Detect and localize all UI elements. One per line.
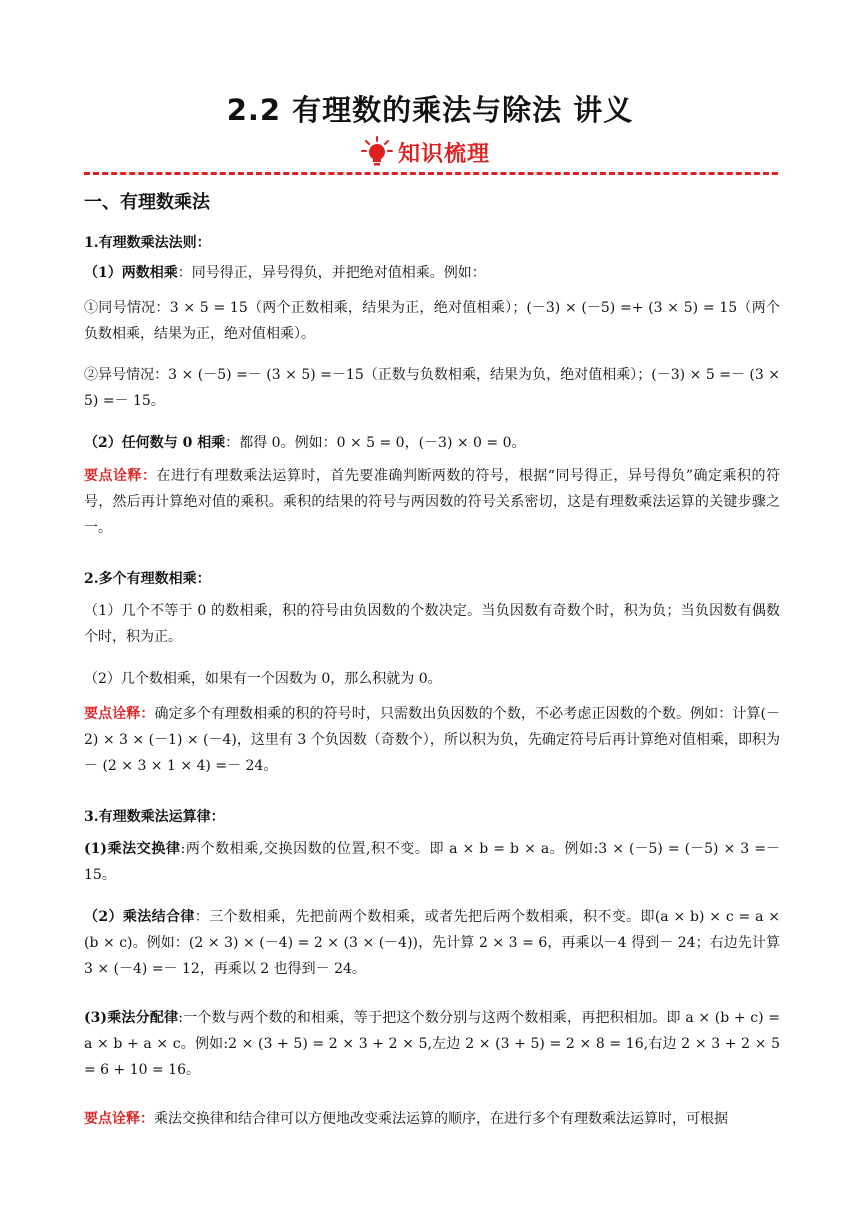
rule-heading (84, 230, 780, 256)
knowledge-banner (360, 134, 490, 170)
paragraph (84, 904, 780, 982)
item-text: :一个数与两个数的和相乘，等于把这个数分别与这两个数相乘，再把积相加。即 a × (b + c) = a × b + a × c。例如:2 × (3 + 5) = 2 × 3 + 2 × 5,左边 2 × (3 + 5) = 2 × 8 = 16,右边 2 × 3 + 2 × 5 = 6 + 10 = 16。 (84, 1010, 780, 1078)
lightbulb-icon (360, 135, 394, 169)
key-note-text: 在进行有理数乘法运算时，首先要准确判断两数的符号，根据“同号得正，异号得负”确定乘积的符号，然后再计算绝对值的乘积。乘积的结果的符号与两因数的符号关系密切，这是有理数乘法运算的关键步骤之一。 (84, 468, 781, 536)
key-note-label: 要点诠释： (84, 468, 157, 484)
item-heading: （1）两数相乘 (84, 265, 178, 281)
paragraph (84, 836, 780, 888)
rule-heading-text: 2.多个有理数相乘： (84, 571, 211, 587)
rule-heading-text: 1.有理数乘法法则： (84, 235, 211, 251)
key-note-text: 乘法交换律和结合律可以方便地改变乘法运算的顺序，在进行多个有理数乘法运算时，可根据 (154, 1111, 728, 1127)
item-text: :两个数相乘,交换因数的位置,积不变。即 a × b = b × a。例如:3 × (－5) = (－5) × 3 =－15。 (84, 841, 780, 883)
item-heading: （2）乘法结合律 (84, 909, 195, 925)
key-note-text: 确定多个有理数相乘的积的符号时，只需数出负因数的个数，不必考虑正因数的个数。例如：计算(－2) × 3 × (－1) × (－4)，这里有 3 个负因数（奇数个），所以积为负，先确定符号后再计算绝对值相乘，即积为－ (2 × 3 × 1 × 4) =－ 24。 (84, 706, 781, 774)
key-note-label: 要点诠释： (84, 706, 155, 722)
key-note (84, 701, 780, 779)
section-heading: 一、有理数乘法 (84, 192, 210, 213)
rule-heading (84, 804, 780, 830)
item-heading: (1)乘法交换律 (84, 841, 181, 857)
paragraph (84, 1005, 780, 1083)
item-text: ：三个数相乘，先把前两个数相乘，或者先把后两个数相乘，积不变。即(a × b) × c = a × (b × c)。例如：(2 × 3) × (－4) = 2 × (3 × (－4))，先计算 2 × 3 = 6，再乘以－4 得到－ 24；右边先计算 3 × (－4) =－ 12，再乘以 2 也得到－ 24。 (84, 909, 780, 977)
paragraph: ②异号情况：3 × (－5) =－ (3 × 5) =－15（正数与负数相乘，结果为负，绝对值相乘）；(－3) × 5 =－ (3 × 5) =－ 15。 (84, 367, 780, 409)
dashed-divider (84, 172, 778, 175)
rule-heading-text: 3.有理数乘法运算律： (84, 809, 225, 825)
key-note-label: 要点诠释： (84, 1111, 154, 1127)
key-note (84, 463, 780, 541)
item-text: ：都得 0。例如：0 × 5 = 0，(－3) × 0 = 0。 (225, 435, 526, 451)
item-text: ：同号得正，异号得负，并把绝对值相乘。例如： (177, 265, 486, 281)
item-heading: （2）任何数与 0 相乘 (84, 435, 226, 451)
paragraph: （1）几个不等于 0 的数相乘，积的符号由负因数的个数决定。当负因数有奇数个时，积为负；当负因数有偶数个时，积为正。 (84, 603, 780, 645)
page-title: 2.2 有理数的乘法与除法 讲义 (226, 93, 634, 127)
paragraph (84, 260, 780, 286)
paragraph: （2）几个数相乘，如果有一个因数为 0，那么积就为 0。 (84, 671, 442, 687)
item-heading: (3)乘法分配律 (84, 1010, 179, 1026)
paragraph (84, 430, 780, 456)
key-note (84, 1106, 780, 1132)
rule-heading (84, 566, 780, 592)
banner-label: 知识梳理 (398, 141, 491, 167)
paragraph: ①同号情况：3 × 5 = 15（两个正数相乘，结果为正，绝对值相乘）；(－3) × (－5) =+ (3 × 5) = 15（两个负数相乘，结果为正，绝对值相乘）。 (84, 300, 780, 342)
